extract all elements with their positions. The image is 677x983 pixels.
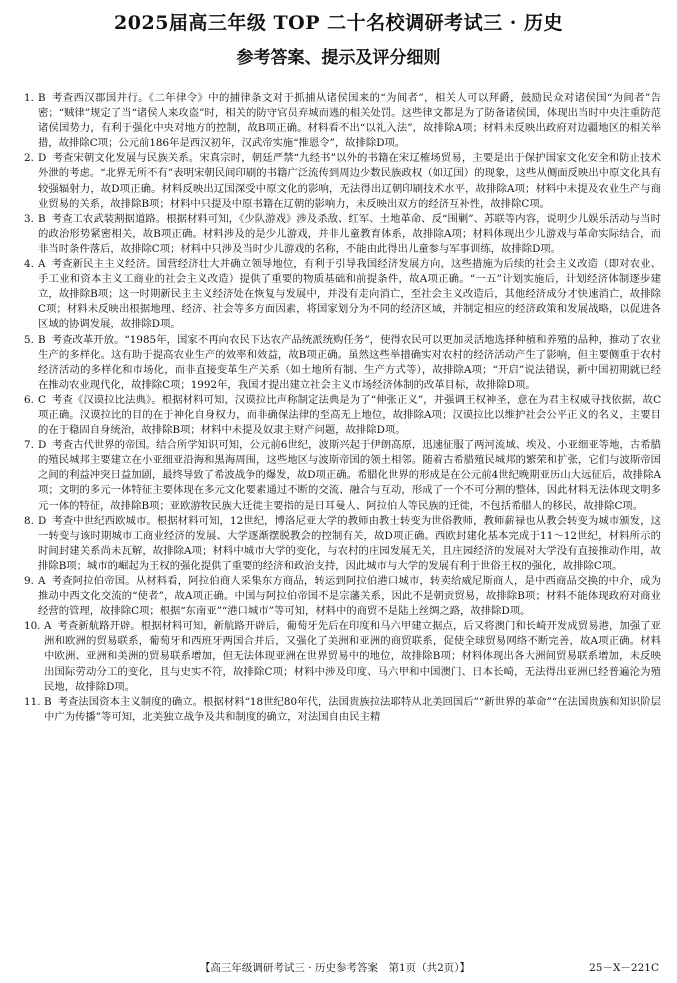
answer-number: 3. [24, 212, 34, 225]
answer-item-1 [24, 91, 661, 151]
answer-explanation: 考查法国资本主义制度的确立。根据材料“18世纪80年代，法国贵族拉法耶特从北美回国后”“新世界的革命”“在法国贵族和知识阶层中广为传播”等可知，北美独立战争及共和制度的确立，对法国自由民主精 [44, 695, 661, 723]
answer-explanation: 考查改革开放。“1985年，国家不再向农民下达农产品统派统购任务”，使得农民可以更加灵活地选择种植和养殖的品种，推动了农业生产的多样化。这有助于提高农业生产的效率和效益，故B项正确。虽然这些举措确实对农村的经济活动产生了影响，但主要侧重于农村经济活动的多样化和市场化，而非直接变革生产关系（如土地所有制、生产方式等），故排除A项；“开启”说法错误，新中国初期就已经在推动农业现代化，故排除C项；1992年，我国才提出建立社会主义市场经济体制的改革目标，故排除D项。 [38, 333, 661, 391]
answer-letter: A [38, 575, 46, 587]
answer-item-3 [24, 212, 661, 257]
answer-explanation: 考查中世纪西欧城市。根据材料可知，12世纪，博洛尼亚大学的教师由教士转变为世俗教师，教师薪禄也从教会转变为城市颁发，这一转变与该时期城市工商业经济的发展、大学逐渐摆脱教会的控制有关，故D项正确。西欧封建化基本完成于11～12世纪，材料所示的时间封建关系尚未瓦解，故排除A项；材料中城市大学的变化，与农村的庄园发展无关，且庄园经济的发展对大学没有直接推动作用，故排除B项；城市的崛起为王权的强化提供了重要的经济和政治支持，因此城市与大学的发展有利于世俗王权的强化，故排除C项。 [38, 514, 661, 572]
document-title: 2025届高三年级 TOP 二十名校调研考试三 · 历史 [114, 12, 563, 34]
answer-item-2 [24, 151, 661, 211]
answer-item-7 [24, 438, 661, 513]
answer-explanation: 考查古代世界的帝国。结合所学知识可知，公元前6世纪，波斯兴起于伊朗高原，迅速征服了两河流域、埃及、小亚细亚等地，古希腊的殖民城邦主要建立在小亚细亚沿海和黑海周围，这些地区与波斯帝国的领土相邻。随着古希腊殖民城邦的繁荣和扩张，它们与波斯帝国之间的利益冲突日益加剧，最终导致了希波战争的爆发，故D项正确。希腊化世界的形成是在公元前4世纪晚期亚历山大远征后，故排除A项；文明的多元一体特征主要体现在多元文化要素通过不断的交流、融合与互动，形成了一个不可分割的整体，因此材料无法体现文明多元一体的特征，故排除B项；亚欧游牧民族大迁徙主要指的是日耳曼人、阿拉伯人等民族的迁徙，不包括希腊人的移民，故排除C项。 [38, 439, 661, 512]
footer-code: 25－X－221C [589, 962, 659, 974]
answer-item-10 [24, 619, 661, 694]
answer-number: 10. [24, 620, 41, 633]
answer-number: 2. [24, 152, 34, 165]
answer-number: 4. [24, 258, 34, 271]
answer-explanation: 考查《汉谟拉比法典》。根据材料可知，汉谟拉比声称制定法典是为了“伸张正义”，并强调王权神圣，意在为君主权威寻找依据，故C项正确。汉谟拉比的目的在于神化自身权力，而非确保法律的至高无上地位，故排除A项；汉谟拉比以维护社会公平正义的名义，主要目的在于稳固自身统治，故排除B项；材料中未提及奴隶主财产问题，故排除D项。 [38, 393, 661, 437]
answer-explanation: 考查新航路开辟。根据材料可知，新航路开辟后，葡萄牙先后在印度和马六甲建立据点，后又将澳门和长崎开发成贸易港，加强了亚洲和欧洲的贸易联系，葡萄牙和西班牙两国合并后，又强化了美洲和亚洲的商贸联系，促使全球贸易网络不断完善，故A项正确。材料中欧洲、亚洲和美洲的贸易联系增加，但无法体现亚洲在世界贸易中的地位，故排除B项；材料体现出各大洲间贸易联系增加，未反映出国际劳动分工的变化，且与史实不符，故排除C项；材料中涉及印度、马六甲和中国澳门、日本长崎，无法得出亚洲已经普遍沦为殖民地，故排除D项。 [44, 620, 661, 693]
answer-item-8 [24, 514, 661, 574]
answer-number: 11. [24, 695, 41, 708]
answer-number: 9. [24, 575, 34, 587]
answer-letter: B [38, 333, 46, 346]
answer-explanation: 考查宋朝文化发展与民族关系。宋真宗时，朝廷严禁“九经书”以外的书籍在宋辽榷场贸易，主要是出于保护国家文化安全和防止技术外泄的考虑。“北界无所不有”表明宋朝民间印刷的书籍广泛流传到周边少数民族政权（如辽国）的现象，这些从侧面反映出中原文化具有较强辐射力，故D项正确。材料反映出辽国深受中原文化的影响，无法得出辽朝印刷技术水平，故排除A项；材料中未提及农业生产与商业贸易的关系，故排除B项；材料中只提及中原书籍在辽朝的影响力，未反映出双方的经济互补性，故排除C项。 [38, 152, 661, 210]
answer-letter: B [38, 212, 46, 225]
answer-letter: B [38, 92, 46, 104]
answer-letter: C [38, 393, 46, 406]
answer-item-4 [24, 257, 661, 332]
answer-explanation: 考查阿拉伯帝国。从材料看，阿拉伯商人采集东方商品，转运到阿拉伯港口城市，转卖给威尼斯商人，是中西商品交换的中介，成为推动中西文化交流的“使者”，故A项正确。中国与阿拉伯帝国不是宗藩关系，因此不是朝贡贸易，故排除B项；材料不能体现政府对商业经营的管理，故排除C项；根据“东南亚”“港口城市”等可知，材料中的商贸不是陆上丝绸之路，故排除D项。 [38, 575, 661, 618]
answer-explanation: 考查新民主主义经济。国营经济壮大并确立领导地位，有利于引导我国经济发展方向，这些措施为后续的社会主义改造（即对农业、手工业和资本主义工商业的社会主义改造）提供了重要的物质基础和前提条件，故A项正确。“一五”计划实施后，计划经济体制逐步建立，故排除B项；这一时期新民主主义经济处在恢复与发展中，并没有走向消亡，至社会主义改造后，其他经济成分才快速消亡，故排除C项；材料未反映出根据地理、经济、社会等多方面因素，将国家划分为不同的经济区域，并制定相应的经济政策和发展战略，以促进各区域的协调发展，故排除D项。 [38, 258, 661, 331]
answer-letter: B [44, 695, 52, 708]
footer-page-info: 【高三年级调研考试三 · 历史参考答案 第1页（共2页）】 [199, 962, 471, 974]
answer-letter: D [38, 439, 47, 452]
answer-letter: D [38, 152, 47, 165]
answer-number: 1. [24, 92, 34, 104]
answer-item-5 [24, 333, 661, 393]
answer-letter: A [44, 620, 52, 633]
answer-explanation: 考查工农武装割据道路。根据材料可知，《少队游戏》涉及杀敌、红军、土地革命、反“围剿”、苏联等内容，说明少儿娱乐活动与当时的政治形势紧密相关，故B项正确。材料涉及的是少儿游戏，并非儿童教育体系，故排除A项；材料体现出少儿游戏与革命实际结合，而非当时条件落后，故排除C项；材料中只涉及当时少儿游戏的名称，不能由此得出儿童参与军事训练，故排除D项。 [38, 212, 661, 255]
answer-number: 7. [24, 439, 34, 452]
answer-item-9 [24, 574, 661, 619]
answer-number: 6. [24, 393, 34, 406]
answer-explanation: 考查西汉郡国并行。《二年律令》中的捕律条文对于抓捕从诸侯国来的“为间者”，相关人可以拜爵，鼓励民众对诸侯国“为间者”告密；“贼律”规定了当“诸侯人来攻盗”时，相关的防守官员弃城而逃的相关处罚。这些律文都是为了防备诸侯国，体现出当时中央注重防范诸侯国势力，有利于强化中央对地方的控制，故B项正确。材料看不出“以礼入法”，故排除A项；材料未反映出政府对边疆地区的相关举措，故排除C项；公元前186年是西汉初年，汉武帝实施“推恩令”，故排除D项。 [38, 92, 661, 150]
document-subtitle: 参考答案、提示及评分细则 [236, 48, 441, 68]
answer-list [24, 91, 661, 725]
answer-number: 5. [24, 333, 34, 346]
answer-number: 8. [24, 514, 34, 527]
answer-item-11 [24, 695, 661, 725]
answer-letter: D [38, 514, 47, 527]
answer-letter: A [38, 258, 46, 271]
answer-item-6 [24, 393, 661, 438]
